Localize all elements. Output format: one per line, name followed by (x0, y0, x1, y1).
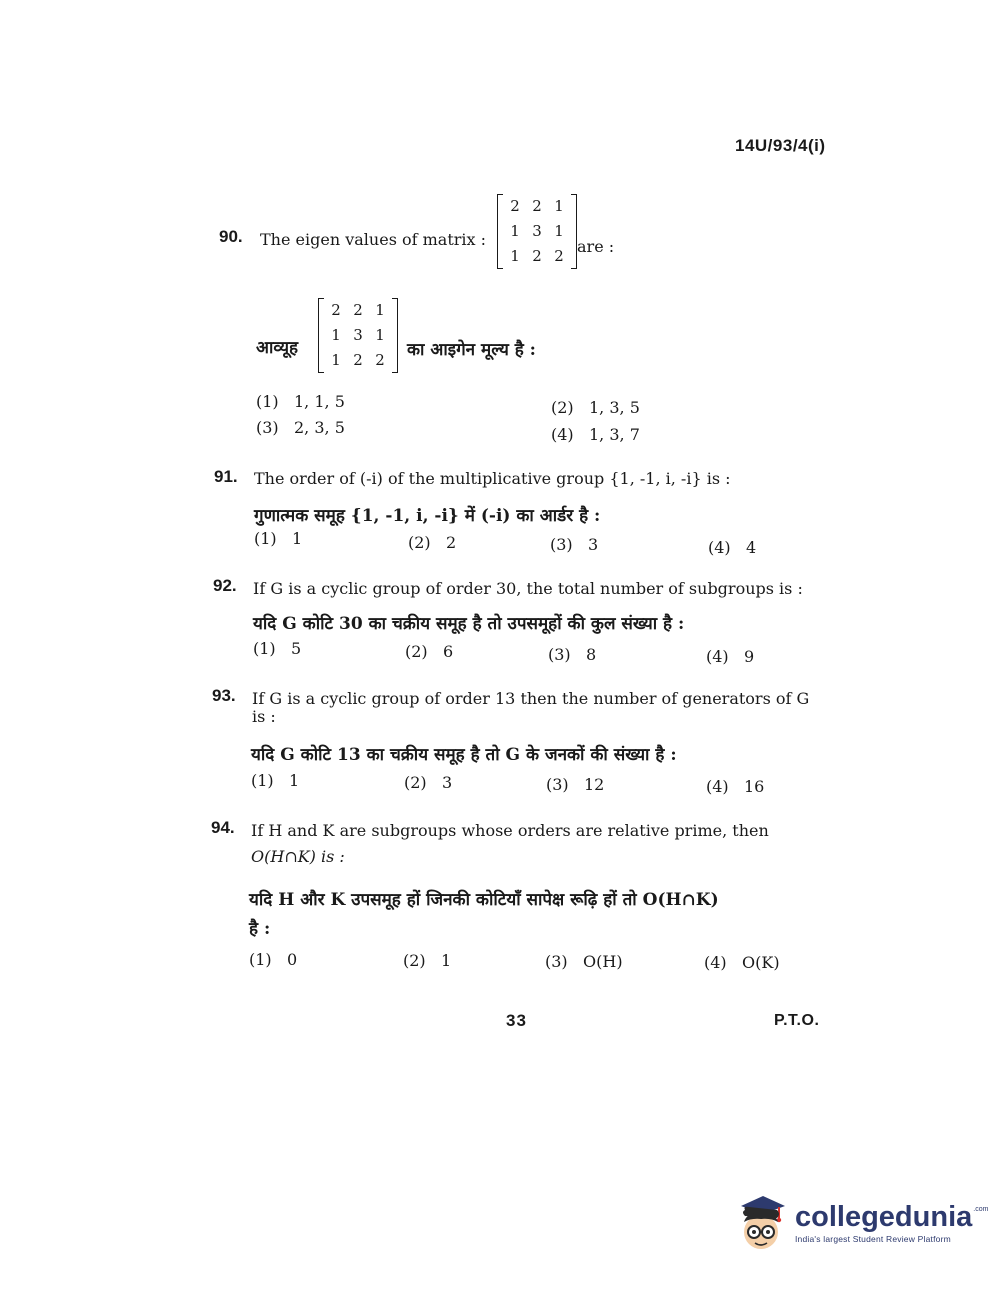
option-number: (1) (253, 639, 276, 658)
question-93-option-3 (546, 775, 604, 794)
question-91-number: 91. (214, 467, 238, 486)
matrix-cell: 1 (554, 197, 564, 215)
question-91-option-1 (254, 529, 302, 548)
question-94-english-line-2: O(H∩K) is : (251, 847, 345, 866)
question-93-hindi-text: यदि G कोटि 13 का चक्रीय समूह है तो G के जनकों की संख्या है : (251, 745, 677, 765)
logo-wordmark (795, 1202, 988, 1232)
option-number: (3) (546, 775, 569, 794)
question-93-option-1 (251, 771, 299, 790)
question-90-option-1 (256, 392, 345, 411)
question-94-english-line-1: If H and K are subgroups whose orders are relative prime, then (251, 821, 769, 840)
question-90-hindi-matrix (318, 298, 398, 373)
option-number: (1) (256, 392, 279, 411)
option-number: (1) (251, 771, 274, 790)
question-90-hindi-prefix: आव्यूह (256, 338, 299, 358)
logo-tagline: India's largest Student Review Platform (795, 1234, 951, 1244)
option-number: (2) (405, 642, 428, 661)
option-text: 8 (586, 645, 597, 664)
matrix-cell: 2 (375, 351, 385, 369)
question-90-option-4 (551, 425, 640, 444)
question-91-option-4 (708, 538, 756, 557)
matrix-cell: 2 (554, 247, 564, 265)
option-text: 6 (443, 642, 454, 661)
option-text: 0 (287, 950, 298, 969)
question-93-number: 93. (212, 686, 236, 705)
option-text: 1 (441, 951, 452, 970)
option-text: O(H) (583, 952, 623, 971)
option-text: 1 (292, 529, 303, 548)
option-number: (4) (551, 425, 574, 444)
option-text: 5 (291, 639, 302, 658)
question-92-option-1 (253, 639, 301, 658)
question-92-number: 92. (213, 576, 237, 595)
option-number: (4) (706, 777, 729, 796)
matrix-cell: 1 (331, 326, 341, 344)
matrix-cell: 1 (331, 351, 341, 369)
option-text: 1, 3, 7 (589, 425, 640, 444)
page-number: 33 (506, 1011, 527, 1030)
question-90-hindi-suffix: का आइगेन मूल्य है : (407, 340, 536, 360)
question-93-option-4 (706, 777, 764, 796)
question-93-english-line-1: If G is a cyclic group of order 13 then the number of generators of G (252, 689, 810, 708)
option-text: 1 (289, 771, 300, 790)
option-text: 1, 1, 5 (294, 392, 345, 411)
matrix-cell: 1 (510, 247, 520, 265)
option-text: O(K) (742, 953, 780, 972)
question-94-hindi-line-1: यदि H और K उपसमूह हों जिनकी कोटियाँ सापेक्ष रूढ़ि हों तो O(H∩K) (249, 890, 719, 910)
question-94-option-4 (704, 953, 780, 972)
matrix-cell: 2 (532, 247, 542, 265)
question-92-hindi-text: यदि G कोटि 30 का चक्रीय समूह है तो उपसमूहों की कुल संख्या है : (253, 614, 685, 634)
question-92-english-text: If G is a cyclic group of order 30, the total number of subgroups is : (253, 579, 803, 598)
pto-label: P.T.O. (774, 1012, 820, 1029)
matrix-cell: 1 (375, 301, 385, 319)
paper-code: 14U/93/4(i) (735, 136, 826, 155)
question-93-option-2 (404, 773, 452, 792)
mascot-icon (733, 1192, 791, 1254)
option-number: (3) (256, 418, 279, 437)
question-91-option-2 (408, 533, 456, 552)
logo-text-block (795, 1202, 988, 1244)
question-94-option-2 (403, 951, 451, 970)
question-92-option-4 (706, 647, 754, 666)
matrix-cell: 3 (532, 222, 542, 240)
question-92-option-2 (405, 642, 453, 661)
matrix-cell: 1 (554, 222, 564, 240)
option-text: 3 (588, 535, 599, 554)
option-text: 9 (744, 647, 755, 666)
question-94-option-3 (545, 952, 623, 971)
matrix-right-bracket (392, 298, 398, 373)
option-number: (3) (548, 645, 571, 664)
question-94-option-1 (249, 950, 297, 969)
matrix-cell: 1 (510, 222, 520, 240)
option-text: 3 (442, 773, 453, 792)
question-91-option-3 (550, 535, 598, 554)
option-number: (4) (704, 953, 727, 972)
option-number: (2) (408, 533, 431, 552)
question-90-english-text: The eigen values of matrix : (260, 230, 487, 249)
option-text: 2, 3, 5 (294, 418, 345, 437)
matrix-grid (503, 194, 571, 269)
matrix-cell: 2 (353, 351, 363, 369)
matrix-cell: 2 (532, 197, 542, 215)
option-number: (3) (545, 952, 568, 971)
option-number: (4) (706, 647, 729, 666)
option-text: 12 (584, 775, 605, 794)
option-number: (2) (551, 398, 574, 417)
matrix-grid (324, 298, 392, 373)
option-number: (2) (403, 951, 426, 970)
logo-name: collegedunia (795, 1201, 973, 1233)
option-text: 4 (746, 538, 757, 557)
matrix-cell: 2 (510, 197, 520, 215)
question-90-english-suffix: are : (577, 237, 615, 256)
matrix-cell: 2 (331, 301, 341, 319)
question-90-option-2 (551, 398, 640, 417)
option-text: 2 (446, 533, 457, 552)
option-number: (3) (550, 535, 573, 554)
matrix-cell: 3 (353, 326, 363, 344)
option-number: (1) (249, 950, 272, 969)
question-91-english-text: The order of (-i) of the multiplicative group {1, -1, i, -i} is : (254, 469, 731, 488)
question-90-number: 90. (219, 227, 243, 246)
option-number: (1) (254, 529, 277, 548)
option-number: (2) (404, 773, 427, 792)
question-94-hindi-line-2: है : (249, 919, 271, 939)
option-text: 16 (744, 777, 765, 796)
question-91-hindi-text: गुणात्मक समूह {1, -1, i, -i} में (-i) का आर्डर है : (254, 506, 601, 526)
option-number: (4) (708, 538, 731, 557)
question-93-english-line-2: is : (252, 707, 276, 726)
matrix-cell: 1 (375, 326, 385, 344)
question-90-option-3 (256, 418, 345, 437)
matrix-cell: 2 (353, 301, 363, 319)
question-90-english-matrix (497, 194, 577, 269)
collegedunia-logo[interactable] (733, 1192, 988, 1254)
question-92-option-3 (548, 645, 596, 664)
option-text: 1, 3, 5 (589, 398, 640, 417)
logo-suffix: .com (973, 1206, 989, 1213)
question-94-number: 94. (211, 818, 235, 837)
